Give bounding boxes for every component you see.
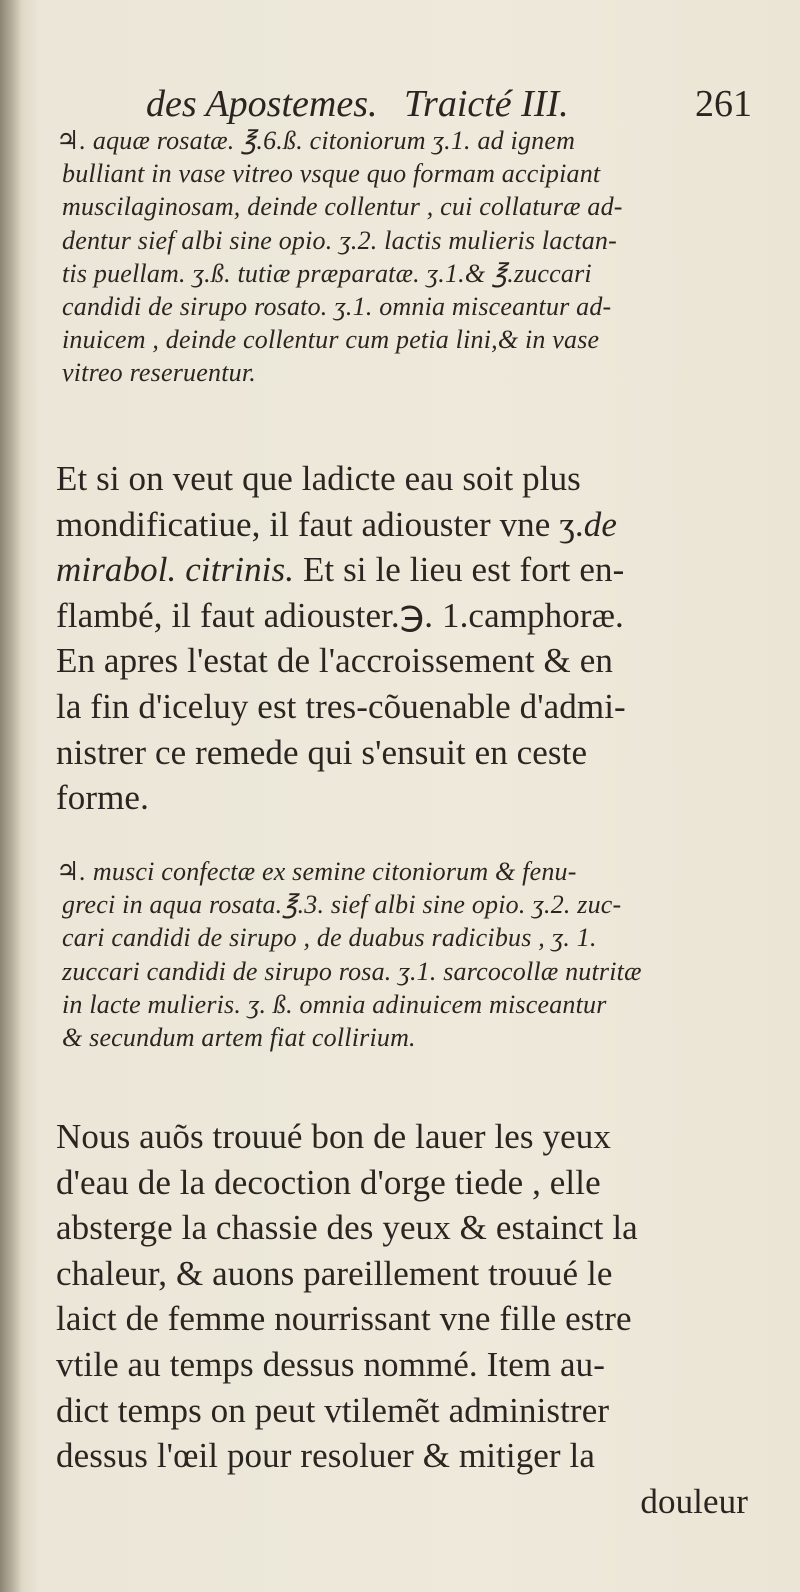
text-line: forme.: [56, 778, 149, 818]
latin-recipe-2: [56, 855, 756, 1054]
text-line: Nous auõs trouué bon de lauer les yeux: [56, 1117, 611, 1156]
french-paragraph-2: [56, 1114, 756, 1524]
french-paragraph-1: [56, 456, 756, 821]
text-line: cari candidi de sirupo , de duabus radicibus , ʒ. 1.: [62, 923, 597, 953]
text-line: laict de femme nourrissant vne fille estre: [56, 1299, 632, 1339]
text-line: dentur sief albi sine opio. ʒ.2. lactis mulieris lactan-: [62, 225, 617, 255]
catchword: douleur: [640, 1481, 748, 1521]
text-line: inuicem , deinde collentur cum petia lini,& in vase: [62, 325, 600, 355]
text-segment: Et si le lieu est fort en-: [302, 550, 625, 590]
text-line: candidi de sirupo rosato. ʒ.1. omnia misceantur ad-: [62, 292, 612, 322]
text-line: dessus l'œil pour resoluer & mitiger la: [56, 1436, 595, 1476]
text-line: & secundum artem fiat collirium.: [62, 1023, 416, 1053]
italic-word: de: [583, 504, 618, 544]
text-line: flambé, il faut adiouster.℈. 1.camphoræ.: [56, 595, 624, 635]
text-line: nistrer ce remede qui s'ensuit en ceste: [56, 732, 588, 772]
text-line: bulliant in vase vitreo vsque quo formam accipiant: [62, 159, 601, 189]
text-line: d'eau de la decoction d'orge tiede , elle: [56, 1162, 601, 1202]
text-line: [56, 547, 756, 593]
text-segment: mondificatiue, il faut adiouster vne ʒ.: [56, 504, 584, 544]
text-line: dict temps on peut vtilemẽt administrer: [56, 1390, 610, 1430]
text-line: muscilaginosam, deinde collentur , cui collaturæ ad-: [62, 192, 623, 222]
text-line: in lacte mulieris. ʒ. ß. omnia adinuicem misceantur: [62, 989, 607, 1019]
text-line: Et si on veut que ladicte eau soit plus: [56, 459, 581, 498]
running-head-treatise: Traicté III.: [404, 83, 569, 125]
text-line: la fin d'iceluy est tres-cõuenable d'admi-: [56, 686, 626, 726]
text-line: vtile au temps dessus nommé. Item au-: [56, 1344, 606, 1384]
text-line: [56, 502, 756, 548]
text-line: ♃. musci confectæ ex semine citoniorum & fenu-: [56, 857, 577, 886]
running-head: [146, 82, 752, 126]
italic-segment: mirabol. citrinis.: [56, 550, 295, 590]
text-line: En apres l'estat de l'accroissement & en: [56, 641, 613, 681]
spine-shadow: [0, 0, 22, 1592]
text-line: tis puellam. ʒ.ß. tutiæ præparatæ. ʒ.1.& ℥.zuccari: [62, 258, 592, 288]
text-line: chaleur, & auons pareillement trouué le: [56, 1253, 613, 1293]
page-number: 261: [695, 83, 752, 125]
latin-recipe-1: [56, 124, 756, 390]
text-line: ♃. aquæ rosatæ. ℥.6.ß. citoniorum ʒ.1. ad ignem: [56, 126, 576, 155]
text-line: greci in aqua rosata.℥.3. sief albi sine opio. ʒ.2. zuc-: [62, 890, 622, 920]
running-head-title: des Apostemes.: [146, 83, 378, 125]
text-line: absterge la chassie des yeux & estainct la: [56, 1208, 638, 1248]
text-line: zuccari candidi de sirupo rosa. ʒ.1. sarcocollæ nutritæ: [62, 956, 642, 986]
text-line: vitreo reseruentur.: [62, 358, 256, 388]
